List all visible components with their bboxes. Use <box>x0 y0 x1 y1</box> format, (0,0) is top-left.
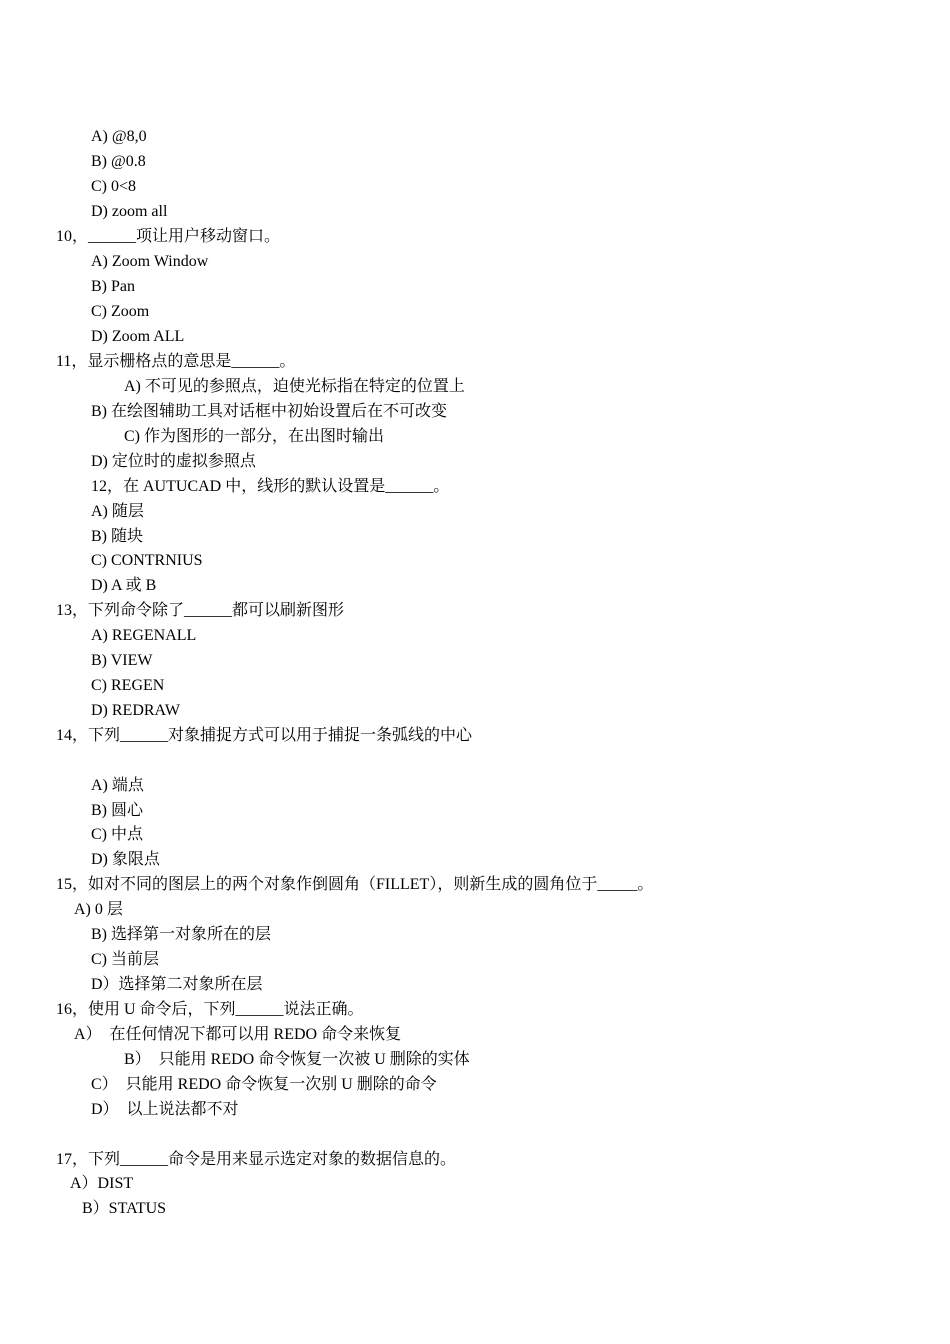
q10-option-d: D) Zoom ALL <box>91 328 185 345</box>
q10-option-c: C) Zoom <box>91 303 150 320</box>
q16-option-c: C） 只能用 REDO 命令恢复一次别 U 删除的命令 <box>91 1076 437 1093</box>
q16-option-b: B） 只能用 REDO 命令恢复一次被 U 删除的实体 <box>124 1051 470 1068</box>
q11-option-b: B) 在绘图辅助工具对话框中初始设置后在不可改变 <box>91 403 448 420</box>
q15-option-c: C) 当前层 <box>91 951 160 968</box>
q10-option-b: B) Pan <box>91 278 135 295</box>
q12-option-d: D) A 或 B <box>91 577 157 594</box>
q11-option-d: D) 定位时的虚拟参照点 <box>91 453 256 470</box>
q14-option-c: C) 中点 <box>91 826 144 843</box>
q14-option-a: A) 端点 <box>91 777 144 794</box>
q13-option-a: A) REGENALL <box>91 627 197 644</box>
question-14: 14，下列______对象捕捉方式可以用于捕捉一条弧线的中心 <box>56 727 473 744</box>
q12-option-a: A) 随层 <box>91 503 144 520</box>
q14-option-d: D) 象限点 <box>91 851 160 868</box>
q11-option-a: A) 不可见的参照点，迫使光标指在特定的位置上 <box>124 378 465 395</box>
question-13: 13，下列命令除了______都可以刷新图形 <box>56 602 345 619</box>
q15-option-d: D）选择第二对象所在层 <box>91 976 263 993</box>
q12-option-b: B) 随块 <box>91 528 144 545</box>
q15-option-a: A) 0 层 <box>74 901 123 918</box>
q12-option-c: C) CONTRNIUS <box>91 552 203 569</box>
q10-option-a: A) Zoom Window <box>91 253 209 270</box>
q9-option-d: D) zoom all <box>91 203 168 220</box>
question-16: 16，使用 U 命令后，下列______说法正确。 <box>56 1001 364 1018</box>
q15-option-b: B) 选择第一对象所在的层 <box>91 926 272 943</box>
question-17: 17，下列______命令是用来显示选定对象的数据信息的。 <box>56 1151 457 1168</box>
question-10: 10，______项让用户移动窗口。 <box>56 228 281 245</box>
q13-option-c: C) REGEN <box>91 677 165 694</box>
question-12: 12，在 AUTUCAD 中，线形的默认设置是______。 <box>91 478 450 495</box>
q14-option-b: B) 圆心 <box>91 802 144 819</box>
question-11: 11，显示栅格点的意思是______。 <box>56 353 296 370</box>
q16-option-a: A） 在任何情况下都可以用 REDO 命令来恢复 <box>74 1026 402 1043</box>
question-15: 15，如对不同的图层上的两个对象作倒圆角（FILLET），则新生成的圆角位于_____。 <box>56 876 654 893</box>
q13-option-b: B) VIEW <box>91 652 153 669</box>
q9-option-a: A) @8,0 <box>91 128 147 145</box>
q9-option-c: C) 0<8 <box>91 178 137 195</box>
q9-option-b: B) @0.8 <box>91 153 146 170</box>
q13-option-d: D) REDRAW <box>91 702 180 719</box>
q17-option-a: A）DIST <box>70 1175 134 1192</box>
q16-option-d: D） 以上说法都不对 <box>91 1101 239 1118</box>
q17-option-b: B）STATUS <box>82 1200 167 1217</box>
q11-option-c: C) 作为图形的一部分，在出图时输出 <box>124 428 385 445</box>
